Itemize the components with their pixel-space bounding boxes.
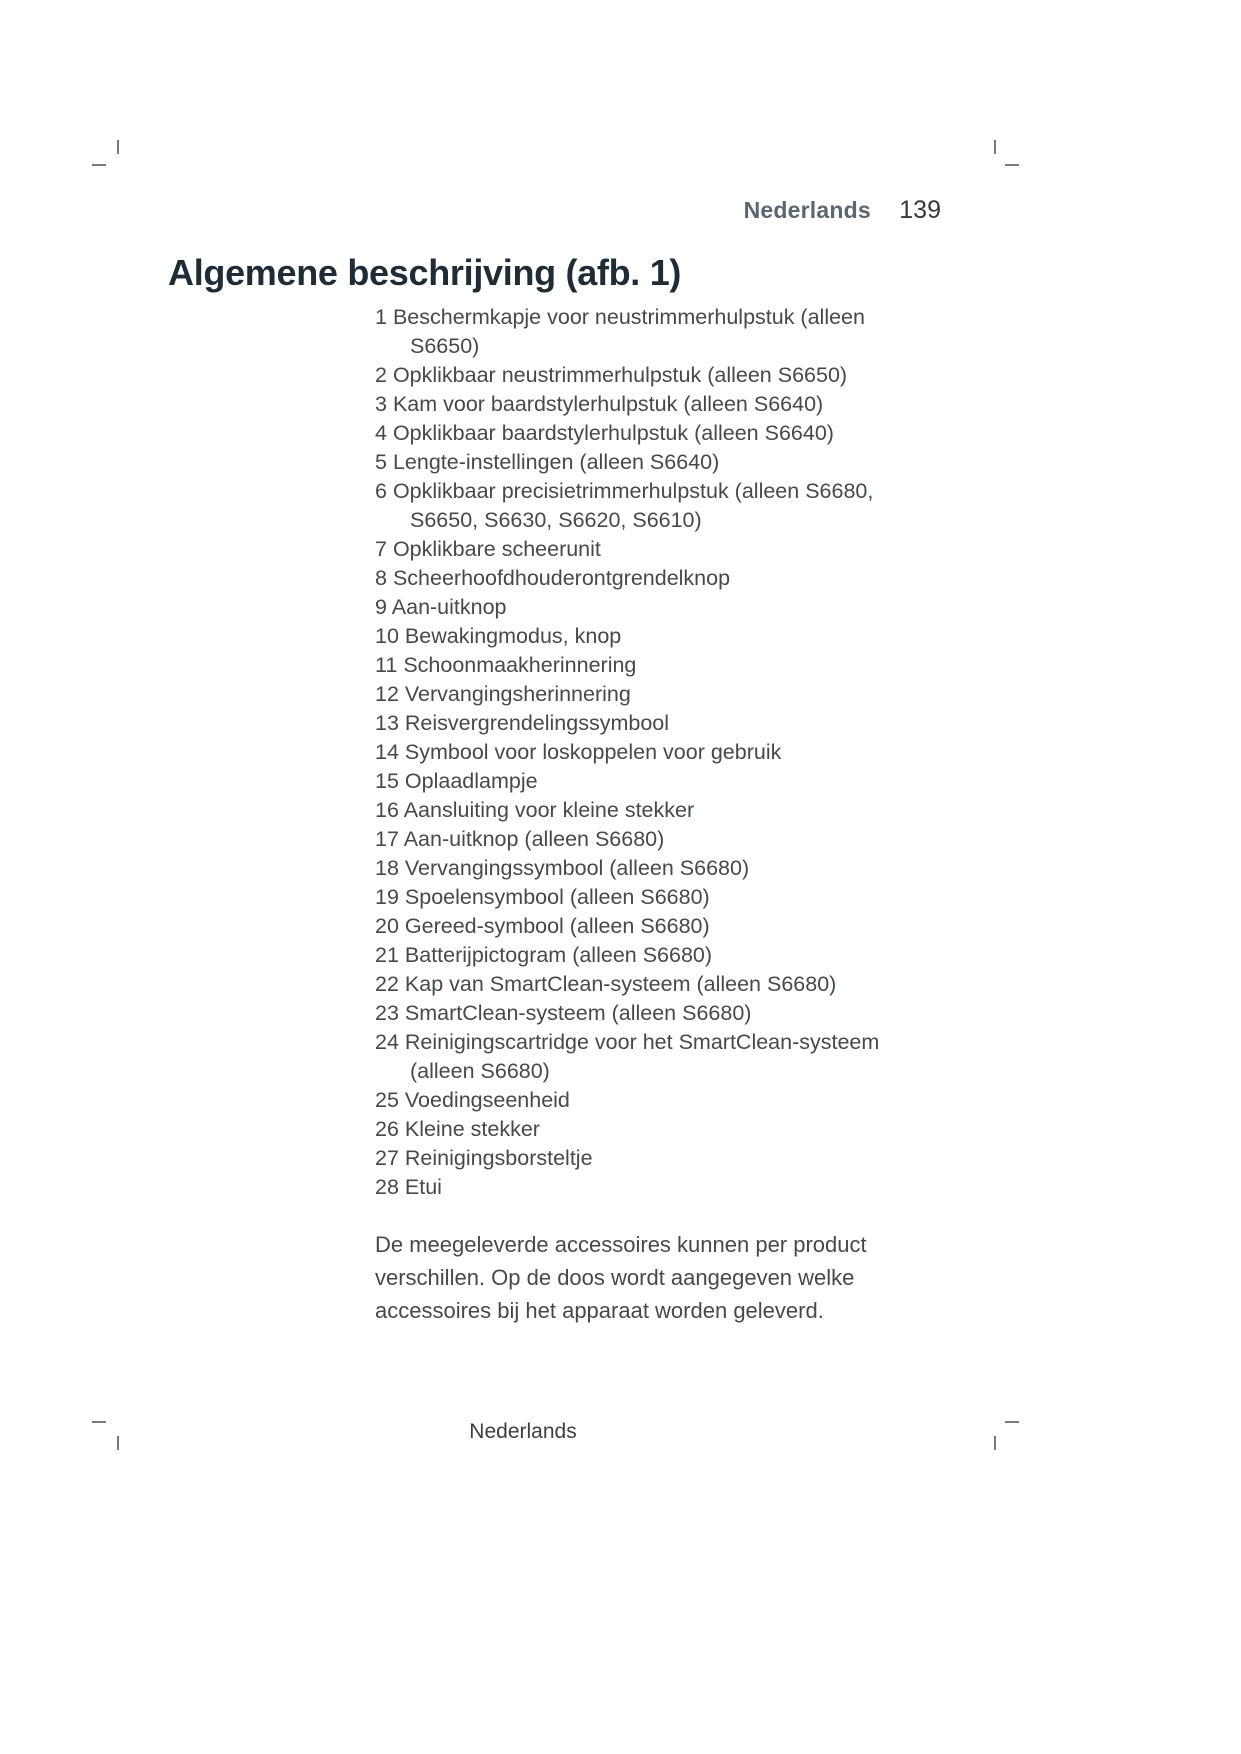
item-text: Voedingseenheid — [404, 1088, 570, 1112]
page-title: Algemene beschrijving (afb. 1) — [168, 252, 682, 293]
item-number: 8 — [375, 566, 387, 590]
item-text: Spoelensymbool (alleen S6680) — [404, 885, 710, 909]
item-text: Oplaadlampje — [404, 769, 538, 793]
crop-mark-top-left-v — [117, 140, 119, 154]
item-text: Opklikbaar precisietrimmerhulpstuk (alleen S6680, S6650, S6630, S6620, S6610) — [392, 479, 874, 532]
item-number: 6 — [375, 479, 387, 503]
crop-mark-bottom-left-h — [92, 1421, 106, 1423]
item-text: Schoonmaakherinnering — [403, 653, 637, 677]
item-number: 1 — [375, 305, 387, 329]
crop-mark-top-right-h — [1005, 164, 1019, 166]
item-text: Vervangingssymbool (alleen S6680) — [404, 856, 750, 880]
item-number: 28 — [375, 1175, 399, 1199]
item-text: Bewakingmodus, knop — [404, 624, 622, 648]
list-item — [375, 738, 920, 767]
list-item — [375, 680, 920, 709]
item-number: 15 — [375, 769, 399, 793]
item-text: Lengte-instellingen (alleen S6640) — [392, 450, 720, 474]
item-text: Symbool voor loskoppelen voor gebruik — [404, 740, 782, 764]
item-text: Etui — [404, 1175, 442, 1199]
list-item — [375, 854, 920, 883]
list-item — [375, 1086, 920, 1115]
list-item — [375, 535, 920, 564]
item-number: 14 — [375, 740, 399, 764]
item-number: 22 — [375, 972, 399, 996]
item-number: 7 — [375, 537, 387, 561]
item-text: Reinigingscartridge voor het SmartClean-systeem (alleen S6680) — [404, 1030, 880, 1083]
footer-label: Nederlands — [469, 1420, 577, 1443]
list-item — [375, 1173, 920, 1202]
item-number: 17 — [375, 827, 399, 851]
list-item — [375, 796, 920, 825]
crop-mark-bottom-left-v — [117, 1436, 119, 1450]
item-number: 5 — [375, 450, 387, 474]
page-number: 139 — [899, 196, 941, 224]
item-number: 24 — [375, 1030, 399, 1054]
list-item — [375, 651, 920, 680]
list-item — [375, 593, 920, 622]
item-number: 21 — [375, 943, 399, 967]
item-number: 4 — [375, 421, 387, 445]
item-number: 26 — [375, 1117, 399, 1141]
item-text: Aan-uitknop — [391, 595, 507, 619]
crop-mark-top-left-h — [92, 164, 106, 166]
item-text: Aansluiting voor kleine stekker — [403, 798, 695, 822]
item-text: Opklikbare scheerunit — [392, 537, 601, 561]
item-text: Reisvergrendelingssymbool — [404, 711, 670, 735]
list-item — [375, 361, 920, 390]
list-item — [375, 303, 920, 361]
item-number: 23 — [375, 1001, 399, 1025]
item-text: Vervangingsherinnering — [404, 682, 631, 706]
list-item — [375, 477, 920, 535]
item-number: 13 — [375, 711, 399, 735]
crop-mark-top-right-v — [994, 140, 996, 154]
item-text: Kleine stekker — [404, 1117, 540, 1141]
item-number: 25 — [375, 1088, 399, 1112]
item-number: 20 — [375, 914, 399, 938]
list-item — [375, 970, 920, 999]
list-item — [375, 390, 920, 419]
list-item — [375, 999, 920, 1028]
item-number: 18 — [375, 856, 399, 880]
crop-mark-bottom-right-v — [994, 1436, 996, 1450]
item-text: Kap van SmartClean-systeem (alleen S6680) — [404, 972, 837, 996]
main-content — [375, 303, 920, 1327]
item-number: 11 — [375, 653, 398, 677]
list-item — [375, 564, 920, 593]
item-text: Scheerhoofdhouderontgrendelknop — [392, 566, 731, 590]
description-list — [375, 303, 920, 1202]
item-text: Beschermkapje voor neustrimmerhulpstuk (alleen S6650) — [392, 305, 865, 358]
item-text: Opklikbaar neustrimmerhulpstuk (alleen S6650) — [392, 363, 848, 387]
crop-mark-bottom-right-h — [1005, 1421, 1019, 1423]
list-item — [375, 825, 920, 854]
item-number: 10 — [375, 624, 399, 648]
page-header — [0, 196, 941, 225]
item-text: SmartClean-systeem (alleen S6680) — [404, 1001, 752, 1025]
item-text: Gereed-symbool (alleen S6680) — [404, 914, 710, 938]
list-item — [375, 767, 920, 796]
item-number: 9 — [375, 595, 387, 619]
header-section-label: Nederlands — [743, 197, 871, 223]
item-number: 12 — [375, 682, 399, 706]
list-item — [375, 709, 920, 738]
list-item — [375, 419, 920, 448]
item-number: 19 — [375, 885, 399, 909]
list-item — [375, 912, 920, 941]
item-text: Aan-uitknop (alleen S6680) — [403, 827, 665, 851]
item-number: 2 — [375, 363, 387, 387]
list-item — [375, 448, 920, 477]
item-text: Opklikbaar baardstylerhulpstuk (alleen S6640) — [392, 421, 834, 445]
item-text: Reinigingsborsteltje — [404, 1146, 593, 1170]
item-text: Batterijpictogram (alleen S6680) — [404, 943, 713, 967]
list-item — [375, 941, 920, 970]
item-number: 27 — [375, 1146, 399, 1170]
list-item — [375, 1115, 920, 1144]
item-text: Kam voor baardstylerhulpstuk (alleen S6640) — [392, 392, 824, 416]
list-item — [375, 1144, 920, 1173]
list-item — [375, 1028, 920, 1086]
item-number: 3 — [375, 392, 387, 416]
page-footer — [168, 1420, 878, 1444]
list-item — [375, 883, 920, 912]
item-number: 16 — [375, 798, 399, 822]
body-paragraph: De meegeleverde accessoires kunnen per product verschillen. Op de doos wordt aangegeven welke accessoires bij het apparaat worden geleverd. — [375, 1232, 867, 1323]
list-item — [375, 622, 920, 651]
